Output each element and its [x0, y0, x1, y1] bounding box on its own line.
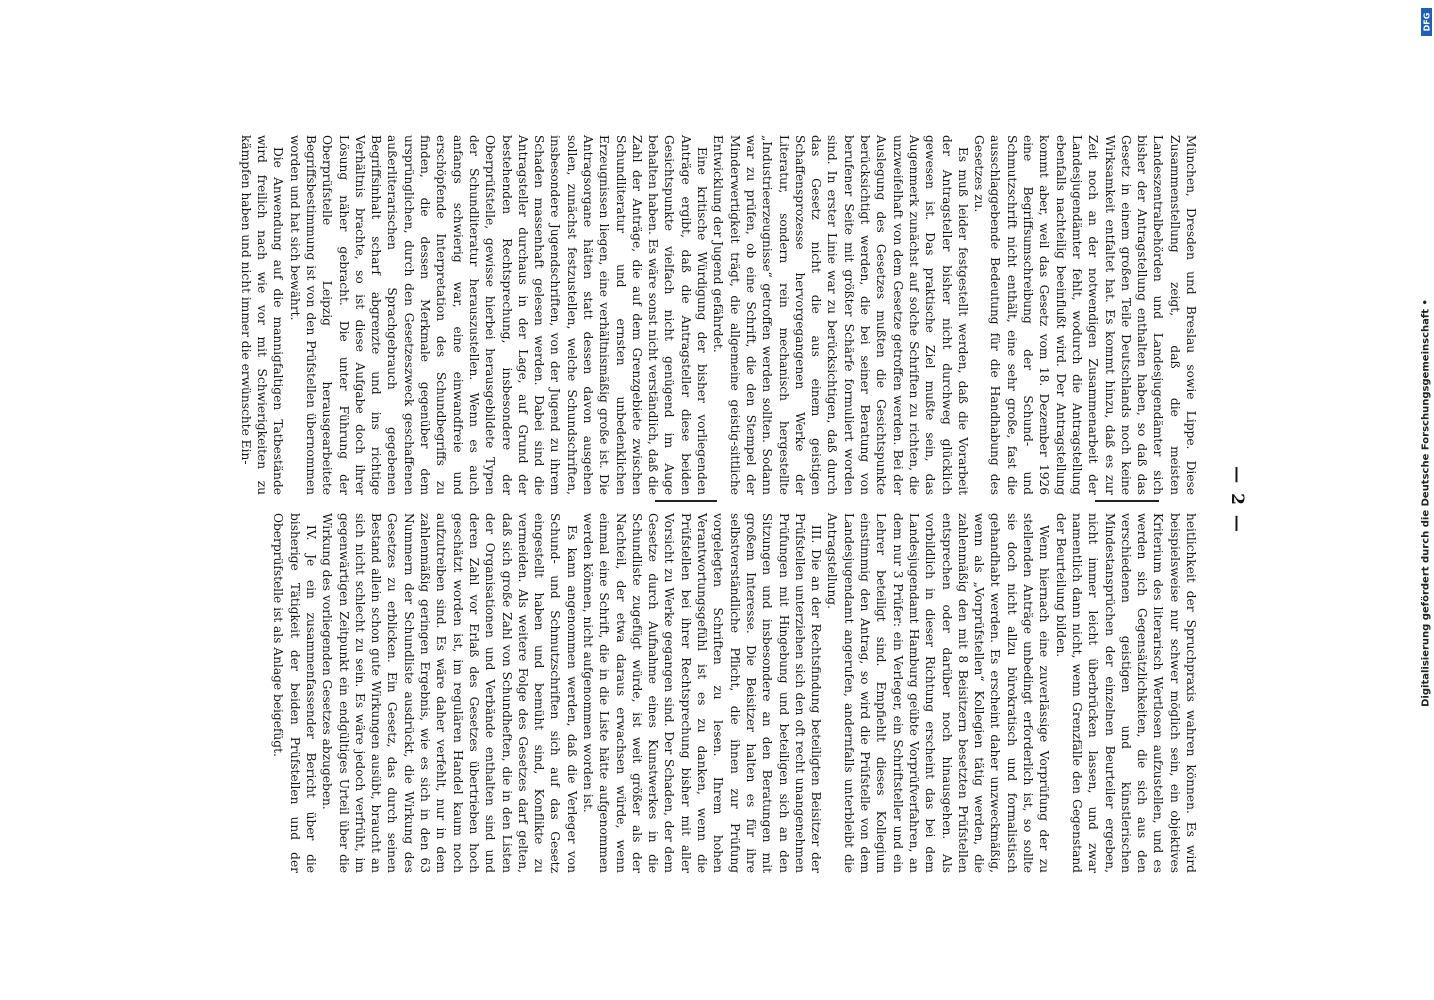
- credit-text: Digitalisierung gefördert durch die Deutsche Forschungsgemeinschaft •: [1420, 299, 1432, 707]
- paragraph: München, Dresden und Breslau sowie Lippe. Diese Zusammenstellung zeigt, daß die meisten Landeszentralbehörden und Landesjugendämter sich bisher der Antragstellung enthalten haben, so daß das Gesetz in einem großen Teile Deutschlands noch keine Wirksamkeit entfaltet hat. Es kommt hinzu, daß es zur Zeit noch an der notwendigen Zusammenarbeit der Landesjugendämter fehlt, wodurch die Antragstellung ebenfalls nachteilig beeinflußt wird. Der Antragstellung kommt aber, weil das Gesetz vom 18. Dezember 1926 eine Begriffsumschreibung der Schund- und Schmutzschrift nicht enthält, eine sehr große, fast die ausschlaggebende Bedeutung für die Handhabung des Gesetzes zu.: [972, 135, 1198, 495]
- paragraph: heitlichkeit der Spruchpraxis wahren können. Es wird beispielsweise nur schwer möglich sein, ein objektives Kriterium des literarisch Wertlosen aufzustellen, und es werden sich Gegensätzlichkeiten, die sich aus den verschiedenen geistigen und künstlerischen Mindestansprüchen der einzelnen Beurteiler ergeben, nicht immer leicht überbrücken lassen, und zwar namentlich dann nicht, wenn Grenzfälle den Gegenstand der Beurteilung bilden.: [1053, 513, 1198, 873]
- paragraph: IV. Je ein zusammenfassender Bericht über die bisherige Tätigkeit der beiden Prüfstellen und der Oberprüfstelle ist als Anlage beigefügt.: [271, 513, 318, 873]
- document-page: [157, 80, 1277, 920]
- paragraph: Wenn hiernach eine zuverlässige Vorprüfung der zu stellenden Anträge unbedingt erforderlich ist, so sollte sie doch nicht allzu bürokratisch und formalistisch gehandhabt werden. Es erscheint daher unzweckmäßig, wenn als „Vorprüfstellen“ Kollegien tätig werden, die zahlenmäßig den mit 8 Beisitzern besetzten Prüfstellen entsprechen oder darüber noch hinausgehen. Als vorbildlich in dieser Richtung erscheint das bei dem Landesjugendamt Hamburg geübte Vorprüfverfahren, an dem nur 3 Prüfer: ein Verleger, ein Schriftsteller und ein Lehrer beteiligt sind. Empfiehlt dieses Kollegium einstimmig den Antrag, so wird die Prüfstelle von dem Landesjugendamt angerufen, andernfalls unterbleibt die Antragstellung.: [825, 513, 1052, 873]
- column-divider: [655, 500, 717, 502]
- digitization-credit: [1419, 8, 1433, 998]
- paragraph: Es muß leider festgestellt werden, daß die Vorarbeit der Antragsteller bisher nicht durchweg glücklich gewesen ist. Das praktische Ziel mußte sein, das Augenmerk zunächst auf solche Schriften zu richten, die unzweifelhaft von dem Gesetze getroffen werden. Bei der Auslegung des Gesetzes mußten die Gesichtspunkte berücksichtigt werden, die bei seiner Beratung von berufener Seite mit größter Schärfe formuliert worden sind. In erster Linie war zu berücksichtigen, daß durch das Gesetz nicht die aus einem geistigen Schaffensprozesse hervorgegangenen Werke der Literatur, sondern rein mechanisch hergestellte „Industrieerzeugnisse“ getroffen werden sollten. Sodann war zu prüfen, ob eine Schrift, die den Stempel der Minderwertigkeit trägt, die allgemeine geistig-sittliche Entwicklung der Jugend gefährdet.: [711, 135, 970, 495]
- paragraph: Eine kritische Würdigung der bisher vorliegenden Anträge ergibt, daß die Antragsteller diese beiden Gesichtspunkte vielfach nicht genügend im Auge behalten haben. Es wäre sonst nicht verständlich, daß die Zahl der Anträge, die auf dem Grenzgebiete zwischen Schundliteratur und ernsten unbedenklichen Erzeugnissen liegen, eine verhältnismäßig große ist. Die Antragsorgane hätten statt dessen davon ausgehen sollen, zunächst festzustellen, welche Schundschriften, insbesondere Jugendschriften, von der Jugend zu ihrem Schaden massenhaft gelesen werden. Dabei sind die Antragsteller durchaus in der Lage, auf Grund der bestehenden Rechtsprechung, insbesondere der Oberprüfstelle, gewisse hierbei herausgebildete Typen der Schundliteratur herauszustellen. Wenn es auch anfangs schwierig war, eine einwandfreie und erschöpfende Interpretation des Schundbegriffs zu finden, die dessen Merkmale gegenüber dem ursprünglichen, durch den Gesetzeszweck geschaffenen außerliterarischen Sprachgebrauch gegebenen Begriffsinhalt scharf abgrenzte und ins richtige Verhältnis brachte, so ist diese Aufgabe doch ihrer Lösung näher gebracht. Die unter Führung der Oberprüfstelle Leipzig herausgearbeitete Begriffsbestimmung ist von den Prüfstellen übernommen worden und hat sich bewährt.: [287, 135, 710, 495]
- text-column-left: [237, 135, 1199, 495]
- dfg-logo: [1421, 8, 1432, 36]
- paragraph: Die Anwendung auf die mannigfaltigen Tatbestände wird freilich nach wie vor mit Schwierigkeiten zu kämpfen haben und nicht immer die erwünschte Ein-: [238, 135, 286, 495]
- paragraph: III. Die an der Rechtsfindung beteiligten Beisitzer der Prüfstellen unterziehen sich den oft recht unangenehmen Prüfungen mit Hingebung und beteiligen sich an den Sitzungen und insbesondere an den Beratungen mit großem Interesse. Die Beisitzer halten es für ihre selbstverständliche Pflicht, die ihnen zur Prüfung vorgelegten Schriften zu lesen. Ihrem hohen Verantwortungsgefühl ist es zu danken, wenn die Prüfstellen bei ihrer Rechtsprechung bisher mit aller Vorsicht zu Werke gegangen sind. Der Schaden, der dem Gesetze durch Aufnahme eines Kunstwerkes in die Schundliste zugefügt würde, ist weit größer als der Nachteil, der etwa daraus erwachsen würde, wenn einmal eine Schrift, die in die Liste hätte aufgenommen werden können, nicht aufgenommen worden ist.: [581, 513, 824, 873]
- logo-text: DFG: [1422, 12, 1431, 32]
- column-divider: [1095, 500, 1159, 502]
- page-number: — 2 —: [1227, 466, 1247, 534]
- text-column-right: [270, 513, 1199, 873]
- paragraph: Es kann angenommen werden, daß die Verleger von Schund- und Schmutzschriften sich auf das Gesetz eingestellt haben und bemüht sind, Konflikte zu vermeiden. Als weitere Folge des Gesetzes darf gelten, daß sich große Zahl von Schundheften, die in den Listen der Organisationen und Verbände enthalten sind und deren Zahl vor Erlaß des Gesetzes übertrieben hoch geschätzt worden ist, im regulären Handel kaum noch aufzutreiben sind. Es wäre daher verfehlt, nur in dem zahlenmäßig geringen Ergebnis, wie es sich in den 63 Nummern der Schundliste ausdrückt, die Wirkung des Gesetzes zu erblicken. Ein Gesetz, das durch seinen Bestand allein schon gute Wirkungen ausübt, braucht an sich nicht schlecht zu sein. Es wäre jedoch verfrüht, im gegenwärtigen Zeitpunkt ein endgültiges Urteil über die Wirkung des vorliegenden Gesetzes abzugeben.: [320, 513, 579, 873]
